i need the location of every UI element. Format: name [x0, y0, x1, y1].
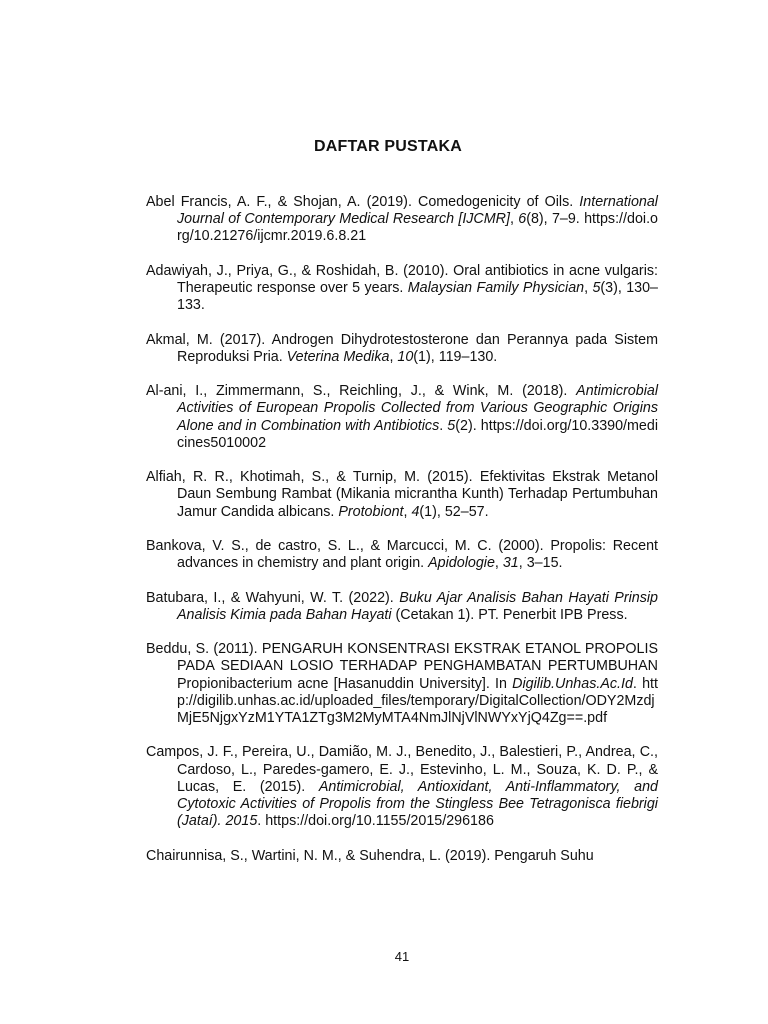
ref-text: Bankova, V. S., de castro, S. L., & Marcucci, M. C. (2000). Propolis: Recent advances in chemistry and plant origin. [146, 537, 658, 572]
ref-text: , [494, 555, 503, 572]
ref-text: , 3–15. [518, 555, 563, 572]
ref-text: , [403, 503, 412, 520]
ref-text: Akmal, M. (2017). Androgen Dihydrotestosterone dan Perannya pada Sistem Reproduksi Pria. [146, 331, 658, 365]
page-title: DAFTAR PUSTAKA [314, 138, 462, 155]
reference-entry [146, 263, 658, 315]
ref-url[interactable]: https://doi.org/10.21276/ijcmr.2019.6.8.21 [177, 211, 658, 245]
ref-text: (3), 130–133. [177, 280, 659, 314]
ref-italic: Veterina Medika [286, 348, 390, 365]
ref-italic: International Journal of Contemporary Medical Research [IJCMR] [177, 194, 658, 228]
ref-url[interactable]: https://doi.org/10.3390/medicines5010002 [177, 417, 659, 451]
reference-entry [146, 383, 658, 452]
ref-url[interactable]: http://digilib.unhas.ac.id/uploaded_files/temporary/DigitalCollection/ODY2MzdjMjE5NjgxYzM1YTA1ZTg3M2MyMTA4NmJlNjVlNWYxYjQ4Zg==.pdf [177, 675, 658, 726]
ref-text: Beddu, S. (2011). PENGARUH KONSENTRASI EKSTRAK ETANOL PROPOLIS PADA SEDIAAN LOSIO TERHADAP PENGHAMBATAN PERTUMBUHAN Propionibacterium acne [Hasanuddin University]. In [146, 641, 658, 692]
reference-entry [146, 332, 658, 366]
ref-italic: Digilib.Unhas.Ac.Id [512, 675, 633, 692]
ref-italic: Antimicrobial Activities of European Propolis Collected from Various Geographic Origins Alone and in Combination with Antibiotics [177, 383, 658, 434]
ref-text: Alfiah, R. R., Khotimah, S., & Turnip, M. (2015). Efektivitas Ekstrak Metanol Daun Sembung Rambat (Mikania micrantha Kunth) Terhadap Pertumbuhan Jamur Candida albicans. [146, 469, 658, 520]
ref-volume: 10 [397, 348, 414, 365]
ref-volume: 4 [411, 503, 420, 520]
ref-text: (8), 7–9. [526, 211, 585, 228]
ref-text: . [632, 675, 643, 692]
reference-entry [146, 194, 658, 246]
ref-text: (1), 119–130. [413, 348, 498, 365]
ref-text: . [439, 417, 448, 434]
ref-text: (1), 52–57. [419, 503, 489, 520]
reference-entry [146, 538, 658, 572]
ref-volume: 31 [502, 555, 519, 572]
ref-italic: Malaysian Family Physician [407, 280, 585, 296]
page-number: 41 [394, 949, 410, 964]
ref-url[interactable]: https://doi.org/10.1155/2015/296186 [265, 813, 494, 830]
ref-text: (Cetakan 1). PT. Penerbit IPB Press. [391, 606, 628, 623]
ref-text: Abel Francis, A. F., & Shojan, A. (2019). Comedogenicity of Oils. [146, 194, 580, 210]
ref-volume: 6 [518, 211, 527, 228]
ref-italic: Buku Ajar Analisis Bahan Hayati Prinsip Analisis Kimia pada Bahan Hayati [177, 589, 658, 623]
ref-text: (2). [455, 417, 481, 434]
ref-volume: 5 [592, 280, 601, 296]
ref-text: Adawiyah, J., Priya, G., & Roshidah, B. (2010). Oral antibiotics in acne vulgaris: Therapeutic response over 5 years. [146, 262, 658, 296]
reference-entry [146, 469, 658, 521]
ref-italic: Apidologie [428, 555, 495, 572]
reference-entry [146, 590, 658, 624]
ref-italic: Antimicrobial, Antioxidant, Anti-Inflammatory, and Cytotoxic Activities of Propolis from the Stingless Bee Tetragonisca fiebrigi (Jataí). 2015 [177, 778, 658, 830]
ref-italic: Protobiont [338, 503, 404, 520]
ref-text: Batubara, I., & Wahyuni, W. T. (2022). [146, 589, 400, 606]
ref-text: , [389, 348, 398, 365]
reference-entry [146, 641, 658, 727]
reference-entry [146, 848, 658, 865]
ref-volume: 5 [447, 417, 456, 434]
ref-text: , [509, 211, 519, 228]
ref-text: Al-ani, I., Zimmermann, S., Reichling, J., & Wink, M. (2018). [146, 383, 577, 400]
reference-entry [146, 744, 658, 830]
ref-text: Campos, J. F., Pereira, U., Damião, M. J., Benedito, J., Balestieri, P., Andrea, C., Cardoso, L., Paredes-gamero, E. J., Estevinho, L. M., Souza, K. D. P., & Lucas, E. (2015). [146, 744, 658, 795]
ref-text: , [584, 280, 593, 296]
reference-list [146, 194, 658, 882]
ref-text: Chairunnisa, S., Wartini, N. M., & Suhendra, L. (2019). Pengaruh Suhu [146, 847, 594, 864]
ref-text: . [257, 813, 266, 830]
